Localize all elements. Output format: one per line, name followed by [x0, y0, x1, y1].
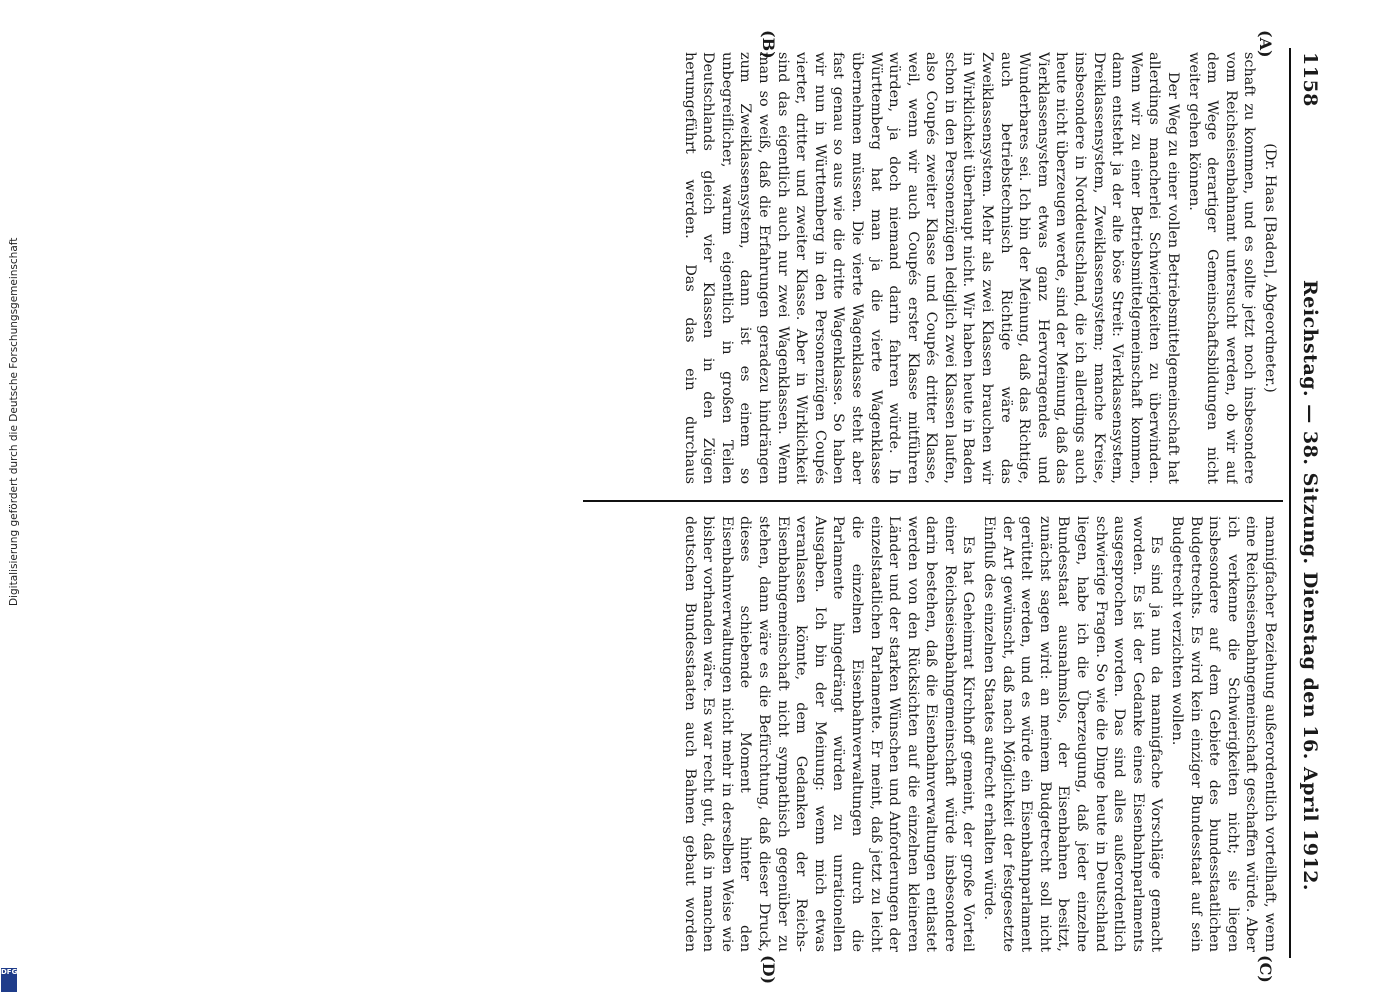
paragraph: mannigfacher Beziehung außerordentlich vorteilhaft, wenn eine Reichseisenbahngemeinschaft geschaffen würde. Aber ich verkenne die Schwierigkeiten nicht; sie liegen insbesondere auf dem Gebiete des bundesstaatlichen Budgetrechts. Es wird kein einziger Bundesstaat auf sein Budgetrecht verzichten wollen. [1169, 516, 1278, 952]
page-number: 1158 [1299, 52, 1321, 107]
paragraph: Es sind ja nun da mannigfache Vorschläge gemacht worden. Es ist der Gedanke eines Eisenbahnparlaments ausgesprochen worden. Das sind alles außerordentlich schwierige Fragen. So wie die Dinge heute in Deutschland liegen, habe ich die Überzeugung, daß jeder einzelne Bundesstaat ausnahmslos, der Eisenbahnen besitzt, zunächst sagen wird: an meinem Budgetrecht soll nicht gerüttelt werden, und es würde ein Eisenbahnparlament der Art gewünscht, daß nach Möglichkeit der festgesetzte Einfluß des einzelnen Staates aufrecht erhalten würde. [981, 516, 1165, 952]
running-header [1295, 0, 1321, 1000]
speaker-line: (Dr. Haas [Baden], Abgeordneter.) [1262, 143, 1278, 393]
paragraph: schaft zu kommen, und es sollte jetzt noch insbesondere vom Reichseisenbahnamt untersucht werden, ob wir auf dem Wege derartiger Gemeinschaftsbildungen nicht weiter gehen können. [1185, 52, 1258, 484]
margin-mark-a: (A) [1256, 30, 1275, 58]
running-title: Reichstag. — 38. Sitzung. Dienstag den 16. April 1912. [1299, 280, 1321, 892]
digitization-note: Digitalisierung gefördert durch die Deutsche Forschungsgemeinschaft [8, 237, 20, 606]
margin-mark-d: (D) [759, 955, 778, 985]
header-rule [1289, 48, 1291, 958]
left-column [679, 52, 1279, 484]
margin-mark-c: (C) [1256, 955, 1275, 983]
dfg-logo-text: DFG [1, 968, 18, 976]
column-divider [583, 500, 1283, 502]
paragraph: Der Weg zu einer vollen Betriebsmittelgemeinschaft hat allerdings mancherlei Schwierigkeiten zu überwinden. Wenn wir zu einer Betriebsmittelgemeinschaft kommen, dann entsteht ja der alte böse Streit: Vierklassensystem, Dreiklassensystem, Zweiklassensystem; manche Kreise, insbesondere in Norddeutschland, die ich allerdings auch heute nicht überzeugen werde, sind der Meinung, daß das Vierklassensystem etwas ganz Hervorragendes und Wunderbares sei. Ich bin der Meinung, daß das Richtige, auch betriebstechnisch Richtige wäre das Zweiklassensystem. Mehr als zwei Klassen brauchen wir in Wirklichkeit überhaupt nicht. Wir haben heute in Baden schon in den Personenzügen lediglich zwei Klassen laufen, also Coupés zweiter Klasse und Coupés dritter Klasse, weil, wenn wir auch Coupés erster Klasse mitführen würden, ja doch niemand darin fahren würde. In Württemberg hat man ja die vierte Wagenklasse übernehmen müssen. Die vierte Wagenklasse steht aber fast genau so aus wie die dritte Wagenklasse. So haben wir nun in Württemberg in den Personenzügen Coupés vierter, dritter und zweiter Klasse. Aber in Wirklichkeit sind das eigentlich auch nur zwei Wagenklassen. Wenn man so weiß, daß die Erfahrungen geradezu hindrängen zum Zweiklassensystem, dann ist es einem so unbegreiflicher, warum eigentlich in großen Teilen Deutschlands gleich vier Klassen in den Zügen herumgeführt werden. Das das ein durchaus [681, 52, 1182, 484]
margin-mark-b: (B) [759, 30, 778, 59]
dfg-logo-icon [1, 968, 17, 992]
paragraph: Es hat Geheimrat Kirchhoff gemeint, der große Vorteil einer Reichseisenbahngemeinschaft würde insbesondere darin bestehen, daß die Eisenbahnverwaltungen entlastet werden von den Rücksichten auf die einzelnen kleineren Länder und der starken Wünschen und Anforderungen der einzelstaatlichen Parlamente. Er meint, daß jetzt zu leicht die einzelnen Eisenbahnverwaltungen durch die Parlamente hingedrängt würden zu unrationellen Ausgaben. Ich bin der Meinung: wenn mich etwas veranlassen könnte, dem Gedanken der Reichs-Eisenbahngemeinschaft nicht sympathisch gegenüber zu stehen, dann wäre es die Befürchtung, daß dieser Druck, dieses schiebende Moment hinter den Eisenbahnverwaltungen nicht mehr in derselben Weise wie bisher vorhanden wäre. Es war recht gut, daß in manchen deutschen Bundesstaaten auch Bahnen gebaut worden [681, 516, 977, 952]
right-column [679, 516, 1279, 952]
